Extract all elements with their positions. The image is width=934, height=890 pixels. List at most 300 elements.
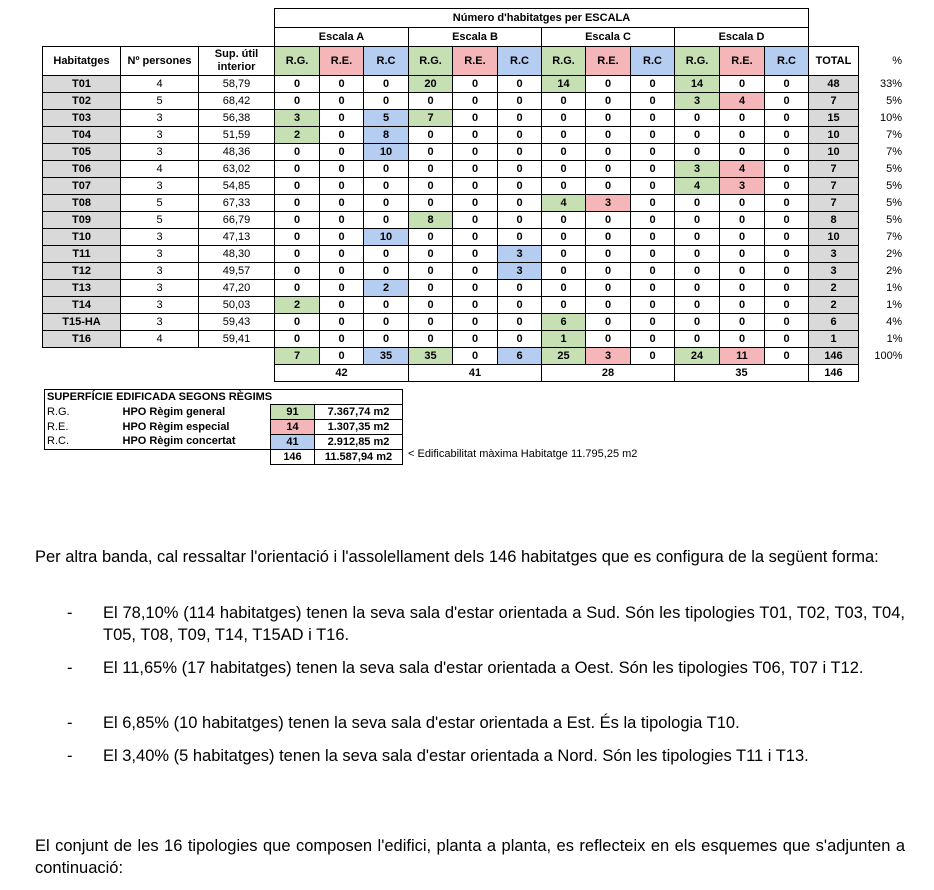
total-cell: 1 (809, 331, 859, 348)
value-cell: 0 (586, 212, 631, 229)
value-cell: 0 (720, 195, 765, 212)
value-cell: 0 (498, 280, 542, 297)
value-cell: 0 (453, 161, 498, 178)
sum-value-cell: 24 (675, 348, 720, 365)
value-cell: 0 (364, 195, 409, 212)
tipus-cell: T12 (43, 263, 121, 280)
value-cell: 0 (631, 280, 675, 297)
value-cell: 0 (453, 93, 498, 110)
value-cell: 10 (364, 144, 409, 161)
value-cell: 0 (409, 314, 453, 331)
sub-header: R.G. (675, 47, 720, 76)
pct-cell: 10% (879, 112, 902, 124)
table-row (43, 195, 907, 212)
value-cell: 4 (720, 93, 765, 110)
value-cell: 0 (364, 314, 409, 331)
escala-total-cell: 35 (675, 365, 809, 382)
value-cell: 0 (320, 297, 364, 314)
value-cell: 0 (586, 297, 631, 314)
outro-paragraph: El conjunt de les 16 tipologies que composen l'edifici, planta a planta, es reflecteix en els esquemes que s'adjunten a continuació: (35, 837, 905, 877)
empty-cell (199, 365, 275, 382)
tipus-cell: T16 (43, 331, 121, 348)
sup-cell: 49,57 (199, 263, 275, 280)
escala-b-header: Escala B (409, 28, 542, 47)
value-cell: 0 (498, 195, 542, 212)
value-cell: 0 (720, 263, 765, 280)
value-cell: 0 (320, 127, 364, 144)
value-cell: 3 (675, 161, 720, 178)
value-cell: 0 (409, 331, 453, 348)
value-cell: 0 (631, 263, 675, 280)
persones-cell: 5 (121, 195, 199, 212)
table-row (43, 229, 907, 246)
value-cell: 0 (320, 246, 364, 263)
edificabilitat-note: < Edificabilitat màxima Habitatge 11.795,25 m2 (408, 448, 638, 460)
value-cell: 0 (675, 229, 720, 246)
value-cell: 0 (320, 263, 364, 280)
value-cell: 0 (275, 178, 320, 195)
value-cell: 0 (364, 93, 409, 110)
value-cell: 0 (409, 229, 453, 246)
value-cell: 0 (631, 297, 675, 314)
value-cell: 3 (498, 246, 542, 263)
value-cell: 0 (631, 161, 675, 178)
table-row (43, 110, 907, 127)
sum-value-cell: 0 (320, 348, 364, 365)
tipus-cell: T01 (43, 76, 121, 93)
bullet-text: El 3,40% (5 habitatges) tenen la seva sala d'estar orientada a Nord. Són les tipologies T11 i T13. (103, 747, 809, 765)
sub-header: R.E. (720, 47, 765, 76)
value-cell: 8 (409, 212, 453, 229)
value-cell: 0 (631, 229, 675, 246)
value-cell: 0 (364, 297, 409, 314)
empty-cell (43, 365, 121, 382)
empty-cell (121, 365, 199, 382)
pct-cell: 5% (886, 180, 902, 192)
pct-cell: 5% (886, 214, 902, 226)
value-cell: 0 (453, 229, 498, 246)
persones-cell: 4 (121, 331, 199, 348)
value-cell: 0 (720, 280, 765, 297)
table-row (43, 127, 907, 144)
value-cell: 0 (675, 127, 720, 144)
sub-header: R.C (498, 47, 542, 76)
value-cell: 14 (675, 76, 720, 93)
value-cell: 0 (765, 280, 809, 297)
total-cell: 2 (809, 280, 859, 297)
pct-cell: 7% (886, 231, 902, 243)
sub-header: R.C (631, 47, 675, 76)
value-cell: 0 (453, 127, 498, 144)
value-cell: 0 (542, 280, 586, 297)
value-cell: 0 (320, 195, 364, 212)
total-cell: 3 (809, 246, 859, 263)
value-cell: 0 (275, 76, 320, 93)
value-cell: 0 (498, 229, 542, 246)
value-cell: 20 (409, 76, 453, 93)
persones-cell: 3 (121, 127, 199, 144)
value-cell: 0 (765, 76, 809, 93)
value-cell: 14 (542, 76, 586, 93)
value-cell: 0 (675, 331, 720, 348)
sup-cell: 58,79 (199, 76, 275, 93)
value-cell: 0 (498, 76, 542, 93)
pct-cell: 33% (879, 78, 902, 90)
regim-area: 7.367,74 m2 (315, 405, 403, 420)
persones-cell: 3 (121, 178, 199, 195)
value-cell: 0 (675, 280, 720, 297)
value-cell: 0 (453, 212, 498, 229)
value-cell: 0 (720, 297, 765, 314)
sub-header: R.C (364, 47, 409, 76)
escala-total-cell: 28 (542, 365, 675, 382)
pct-cell: 7% (886, 129, 902, 141)
regim-count: 14 (271, 420, 315, 435)
tipus-cell: T13 (43, 280, 121, 297)
value-cell: 0 (320, 110, 364, 127)
superficie-table (44, 389, 403, 465)
value-cell: 3 (498, 263, 542, 280)
bullet-text: El 78,10% (114 habitatges) tenen la seva sala d'estar orientada a Sud. Són les tipologies T01, T02, T03, T04, T05, T08, T09, T14, T15AD i T16. (103, 604, 905, 644)
value-cell: 0 (409, 161, 453, 178)
table-row (43, 297, 907, 314)
value-cell: 0 (453, 144, 498, 161)
sum-value-cell: 7 (275, 348, 320, 365)
value-cell: 0 (765, 212, 809, 229)
value-cell: 0 (720, 144, 765, 161)
persones-cell: 5 (121, 93, 199, 110)
tipus-cell: T04 (43, 127, 121, 144)
value-cell: 0 (631, 76, 675, 93)
value-cell: 0 (765, 297, 809, 314)
value-cell: 0 (675, 212, 720, 229)
sub-header: R.G. (409, 47, 453, 76)
bullet-dash: - (67, 714, 73, 732)
total-cell: 6 (809, 314, 859, 331)
escala-total-cell: 41 (409, 365, 542, 382)
value-cell: 4 (542, 195, 586, 212)
value-cell: 0 (453, 246, 498, 263)
value-cell: 0 (453, 297, 498, 314)
value-cell: 0 (765, 263, 809, 280)
value-cell: 0 (320, 93, 364, 110)
pct-cell: 2% (886, 248, 902, 260)
bullet-dash: - (67, 604, 73, 622)
value-cell: 0 (720, 127, 765, 144)
value-cell: 0 (409, 280, 453, 297)
value-cell: 2 (364, 280, 409, 297)
value-cell: 0 (586, 76, 631, 93)
sub-header: R.C (765, 47, 809, 76)
regim-area: 2.912,85 m2 (315, 435, 403, 450)
value-cell: 0 (675, 246, 720, 263)
sum-row (43, 348, 907, 365)
total-cell: 7 (809, 195, 859, 212)
superficie-total-count: 146 (271, 450, 315, 465)
sup-cell: 50,03 (199, 297, 275, 314)
value-cell: 0 (364, 178, 409, 195)
value-cell: 0 (409, 297, 453, 314)
tipus-cell: T11 (43, 246, 121, 263)
persones-header: Nº persones (121, 47, 199, 76)
value-cell: 0 (631, 144, 675, 161)
value-cell: 0 (631, 246, 675, 263)
persones-cell: 3 (121, 144, 199, 161)
tipus-cell: T08 (43, 195, 121, 212)
value-cell: 0 (275, 229, 320, 246)
sum-value-cell: 6 (498, 348, 542, 365)
regim-label: HPO Règim especial (122, 420, 230, 433)
escala-a-header: Escala A (275, 28, 409, 47)
sup-cell: 48,30 (199, 246, 275, 263)
sum-value-cell: 0 (765, 348, 809, 365)
sum-value-cell: 35 (409, 348, 453, 365)
empty-cell (43, 348, 121, 365)
total-cell: 8 (809, 212, 859, 229)
sum-value-cell: 3 (586, 348, 631, 365)
sub-header: R.G. (542, 47, 586, 76)
value-cell: 2 (275, 127, 320, 144)
value-cell: 0 (542, 93, 586, 110)
value-cell: 0 (586, 144, 631, 161)
sup-header: Sup. útil interior (199, 47, 275, 76)
value-cell: 0 (275, 314, 320, 331)
value-cell: 0 (765, 178, 809, 195)
value-cell: 0 (498, 178, 542, 195)
value-cell: 0 (720, 331, 765, 348)
habitatges-header: Habitatges (43, 47, 121, 76)
value-cell: 0 (765, 127, 809, 144)
value-cell: 0 (275, 263, 320, 280)
sup-cell: 68,42 (199, 93, 275, 110)
value-cell: 6 (542, 314, 586, 331)
value-cell: 0 (409, 195, 453, 212)
value-cell: 0 (453, 178, 498, 195)
value-cell: 0 (631, 178, 675, 195)
value-cell: 0 (720, 212, 765, 229)
value-cell: 0 (765, 195, 809, 212)
value-cell: 0 (364, 212, 409, 229)
value-cell: 3 (720, 178, 765, 195)
value-cell: 0 (765, 110, 809, 127)
tipus-cell: T05 (43, 144, 121, 161)
value-cell: 0 (586, 246, 631, 263)
pct-cell: 4% (886, 316, 902, 328)
value-cell: 0 (675, 263, 720, 280)
regim-count: 41 (271, 435, 315, 450)
value-cell: 0 (631, 93, 675, 110)
grand-total-cell: 146 (809, 365, 859, 382)
value-cell: 0 (586, 161, 631, 178)
value-cell: 0 (586, 127, 631, 144)
persones-cell: 4 (121, 76, 199, 93)
value-cell: 0 (542, 212, 586, 229)
total-cell: 10 (809, 144, 859, 161)
value-cell: 0 (542, 144, 586, 161)
table-row (43, 161, 907, 178)
total-cell: 10 (809, 229, 859, 246)
value-cell: 0 (675, 110, 720, 127)
value-cell: 0 (453, 195, 498, 212)
value-cell: 0 (409, 178, 453, 195)
sup-cell: 48,36 (199, 144, 275, 161)
value-cell: 5 (364, 110, 409, 127)
value-cell: 0 (320, 161, 364, 178)
value-cell: 0 (720, 314, 765, 331)
tipus-cell: T03 (43, 110, 121, 127)
value-cell: 0 (498, 212, 542, 229)
value-cell: 0 (765, 314, 809, 331)
pct-cell: 2% (886, 265, 902, 277)
table-row (43, 331, 907, 348)
value-cell: 4 (720, 161, 765, 178)
value-cell: 0 (765, 246, 809, 263)
value-cell: 0 (586, 93, 631, 110)
table-row (43, 212, 907, 229)
value-cell: 0 (320, 280, 364, 297)
value-cell: 0 (453, 110, 498, 127)
regim-count: 91 (271, 405, 315, 420)
sup-cell: 56,38 (199, 110, 275, 127)
pct-cell: 1% (886, 282, 902, 294)
sum-value-cell: 0 (453, 348, 498, 365)
value-cell: 0 (586, 110, 631, 127)
value-cell: 0 (720, 246, 765, 263)
table-row (43, 93, 907, 110)
persones-cell: 3 (121, 297, 199, 314)
persones-cell: 3 (121, 246, 199, 263)
regim-area: 1.307,35 m2 (315, 420, 403, 435)
sub-header: R.E. (453, 47, 498, 76)
total-cell: 48 (809, 76, 859, 93)
value-cell: 0 (765, 161, 809, 178)
value-cell: 0 (586, 263, 631, 280)
value-cell: 0 (631, 195, 675, 212)
value-cell: 0 (765, 229, 809, 246)
sup-cell: 47,20 (199, 280, 275, 297)
value-cell: 3 (275, 110, 320, 127)
value-cell: 0 (409, 144, 453, 161)
sup-cell: 59,41 (199, 331, 275, 348)
total-cell: 10 (809, 127, 859, 144)
value-cell: 0 (675, 195, 720, 212)
pct-cell: 5% (886, 95, 902, 107)
total-cell: 2 (809, 297, 859, 314)
value-cell: 0 (498, 144, 542, 161)
regim-code: R.C. (45, 435, 121, 450)
value-cell: 0 (675, 314, 720, 331)
value-cell: 0 (320, 212, 364, 229)
value-cell: 0 (275, 246, 320, 263)
total-cell: 7 (809, 93, 859, 110)
total-cell: 7 (809, 161, 859, 178)
sum-value-cell: 11 (720, 348, 765, 365)
value-cell: 0 (275, 280, 320, 297)
superficie-title: SUPERFÍCIE EDIFICADA SEGONS RÈGIMS (45, 390, 403, 405)
value-cell: 0 (320, 144, 364, 161)
table-row (43, 76, 907, 93)
bullet-text: El 11,65% (17 habitatges) tenen la seva sala d'estar orientada a Oest. Són les tipologies T06, T07 i T12. (103, 659, 864, 677)
value-cell: 0 (542, 127, 586, 144)
value-cell: 3 (586, 195, 631, 212)
value-cell: 0 (631, 127, 675, 144)
habitatges-table (42, 8, 907, 382)
empty-cell (121, 348, 199, 365)
bullet-dash: - (67, 659, 73, 677)
tipus-cell: T10 (43, 229, 121, 246)
value-cell: 0 (498, 331, 542, 348)
persones-cell: 3 (121, 263, 199, 280)
sup-cell: 51,59 (199, 127, 275, 144)
table-row (43, 263, 907, 280)
persones-cell: 3 (121, 110, 199, 127)
value-cell: 0 (498, 110, 542, 127)
value-cell: 0 (320, 76, 364, 93)
value-cell: 0 (542, 263, 586, 280)
sum-total-cell: 146 (809, 348, 859, 365)
value-cell: 0 (498, 314, 542, 331)
value-cell: 0 (275, 144, 320, 161)
persones-cell: 4 (121, 161, 199, 178)
escala-d-header: Escala D (675, 28, 809, 47)
pct-cell: 5% (886, 163, 902, 175)
empty-cell (859, 365, 907, 382)
sup-cell: 63,02 (199, 161, 275, 178)
value-cell: 0 (631, 314, 675, 331)
value-cell: 0 (542, 246, 586, 263)
superficie-total-area: 11.587,94 m2 (315, 450, 403, 465)
value-cell: 0 (765, 144, 809, 161)
value-cell: 0 (631, 110, 675, 127)
sup-cell: 54,85 (199, 178, 275, 195)
value-cell: 2 (275, 297, 320, 314)
tipus-cell: T14 (43, 297, 121, 314)
value-cell: 0 (275, 331, 320, 348)
value-cell: 0 (765, 93, 809, 110)
value-cell: 0 (409, 127, 453, 144)
value-cell: 0 (453, 280, 498, 297)
value-cell: 0 (275, 161, 320, 178)
sum-value-cell: 25 (542, 348, 586, 365)
value-cell: 0 (275, 93, 320, 110)
value-cell: 0 (364, 263, 409, 280)
sum-value-cell: 35 (364, 348, 409, 365)
value-cell: 0 (453, 263, 498, 280)
value-cell: 0 (364, 161, 409, 178)
pct-cell: 1% (886, 299, 902, 311)
regim-label: HPO Règim general (122, 405, 226, 418)
tipus-cell: T09 (43, 212, 121, 229)
persones-cell: 5 (121, 212, 199, 229)
value-cell: 0 (320, 331, 364, 348)
value-cell: 0 (320, 229, 364, 246)
intro-paragraph: Per altra banda, cal ressaltar l'orientació i l'assolellament dels 146 habitatges que es configura de la següent forma: (35, 548, 879, 566)
value-cell: 0 (320, 178, 364, 195)
value-cell: 0 (409, 246, 453, 263)
pct-cell: 5% (886, 197, 902, 209)
value-cell: 0 (498, 93, 542, 110)
sup-cell: 67,33 (199, 195, 275, 212)
persones-cell: 3 (121, 229, 199, 246)
total-cell: 7 (809, 178, 859, 195)
value-cell: 0 (586, 280, 631, 297)
sum-pct-cell: 100% (874, 350, 903, 362)
sum-value-cell: 0 (631, 348, 675, 365)
value-cell: 0 (453, 76, 498, 93)
table-row (43, 144, 907, 161)
value-cell: 0 (364, 246, 409, 263)
empty-cell (199, 348, 275, 365)
